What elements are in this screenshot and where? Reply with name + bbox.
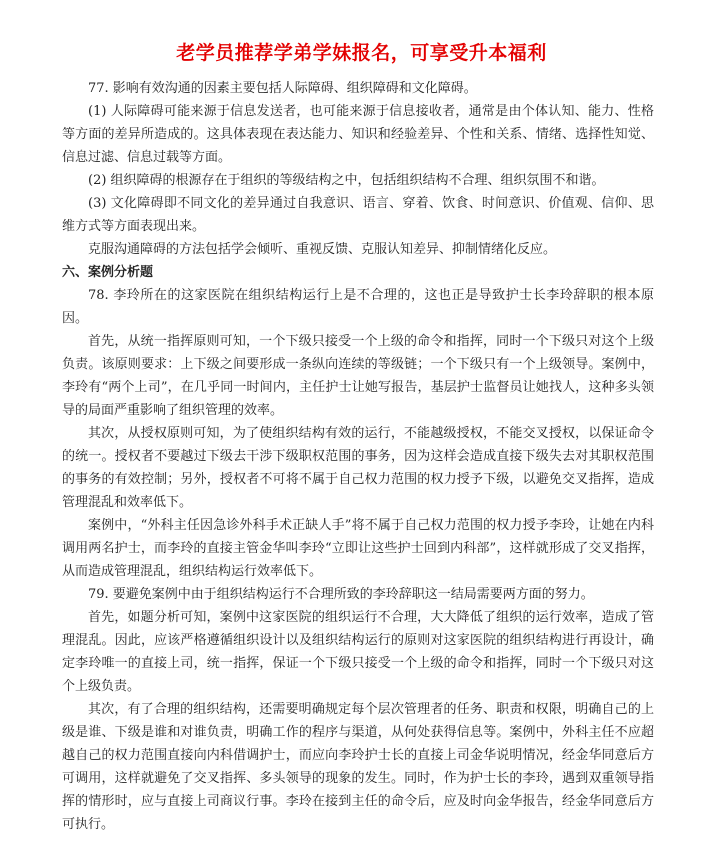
paragraph-77-methods: 克服沟通障碍的方法包括学会倾听、重视反馈、克服认知差异、抑制情绪化反应。	[88, 242, 557, 257]
paragraph-79-second: 其次，有了合理的组织结构，还需要明确规定每个层次管理者的任务、职责和权限，明确自己的上级是谁、下级是谁和对谁负责，明确工作的程序与渠道，从何处获得信息等。案例中，外科主任不应超越自己的权力范围直接向内科借调护士，而应向李玲护士长的直接上司金华说明情况，经金华同意后方可调用，这样就避免了交叉指挥、多头领导的现象的发生。同时，作为护士长的李玲，遇到双重领导指挥的情形时，应与直接上司商议行事。李玲在接到主任的命令后，应及时向金华报告，经金华同意后方可执行。	[62, 702, 654, 832]
promo-banner: 老学员推荐学弟学妹报名，可享受升本福利	[176, 42, 547, 64]
paragraph-77-2: (2) 组织障碍的根源存在于组织的等级结构之中，包括组织结构不合理、组织氛围不和谐。	[88, 173, 605, 188]
paragraph-77: 77. 影响有效沟通的因素主要包括人际障碍、组织障碍和文化障碍。	[88, 81, 477, 96]
document-body	[62, 77, 654, 836]
section-heading: 六、案例分析题	[62, 265, 154, 280]
paragraph-78-first: 首先，从统一指挥原则可知，一个下级只接受一个上级的命令和指挥，同时一个下级只对这个上级负责。该原则要求：上下级之间要形成一条纵向连续的等级链；一个下级只有一个上级领导。案例中，李玲有“两个上司”，在几乎同一时间内，主任护士让她写报告，基层护士监督员让她找人，这种多头领导的局面严重影响了组织管理的效率。	[62, 334, 654, 418]
paragraph-77-1: (1) 人际障碍可能来源于信息发送者，也可能来源于信息接收者，通常是由个体认知、能力、性格等方面的差异所造成的。这具体表现在表达能力、知识和经验差异、个性和关系、情绪、选择性知觉、信息过滤、信息过载等方面。	[62, 104, 654, 165]
paragraph-77-3: (3) 文化障碍即不同文化的差异通过自我意识、语言、穿着、饮食、时间意识、价值观、信仰、思维方式等方面表现出来。	[62, 196, 654, 234]
paragraph-78-second: 其次，从授权原则可知，为了使组织结构有效的运行，不能越级授权，不能交叉授权，以保证命令的统一。授权者不要越过下级去干涉下级职权范围的事务，因为这样会造成直接下级失去对其职权范围的事务的有效控制；另外，授权者不可将不属于自己权力范围的权力授予下级，以避免交叉指挥，造成管理混乱和效率低下。	[62, 426, 654, 510]
paragraph-78: 78. 李玲所在的这家医院在组织结构运行上是不合理的，这也正是导致护士长李玲辞职的根本原因。	[62, 288, 654, 326]
paragraph-79: 79. 要避免案例中由于组织结构运行不合理所致的李玲辞职这一结局需要两方面的努力。	[88, 587, 594, 602]
paragraph-79-first: 首先，如题分析可知，案例中这家医院的组织运行不合理，大大降低了组织的运行效率，造成了管理混乱。因此，应该严格遵循组织设计以及组织结构运行的原则对这家医院的组织结构进行再设计，确定李玲唯一的直接上司，统一指挥，保证一个下级只接受一个上级的命令和指挥，同时一个下级只对这个上级负责。	[62, 610, 654, 694]
paragraph-78-case: 案例中，“外科主任因急诊外科手术正缺人手”将不属于自己权力范围的权力授予李玲，让她在内科调用两名护士，而李玲的直接主管金华叫李玲“立即让这些护士回到内科部”，这样就形成了交叉指挥，从而造成管理混乱，组织结构运行效率低下。	[62, 518, 654, 579]
